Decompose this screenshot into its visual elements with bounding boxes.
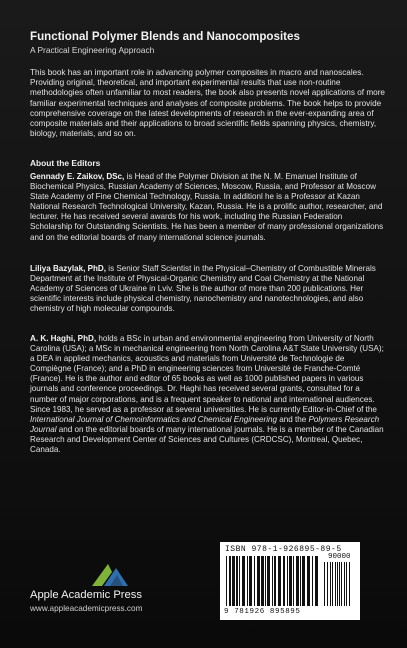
- apple-academic-press-logo-icon: [90, 558, 130, 588]
- barcode-bar: [236, 556, 238, 606]
- barcode-bar: [346, 562, 347, 606]
- book-description: This book has an important role in advancing polymer composites in macro and nanoscales. Providing original, theoretical, and important experimental results that use non-routine methodologies often unfamiliar to most readers, the book also presents novel applications of more familiar experimental techniques and analyses of composite problems. The book helps to provide comprehensive coverage on the latest developments of research in the ever-expanding area of composite materials and their applications to broad scientific fields spanning physics, chemistry, biology, materials, and so on.: [30, 68, 385, 139]
- barcode-bar: [327, 562, 328, 606]
- editor-name: Liliya Bazylak, PhD,: [30, 264, 107, 273]
- barcode-bar: [293, 556, 294, 606]
- editor-bio-bazylak: [30, 264, 386, 314]
- editor-name: Gennady E. Zaikov, DSc,: [30, 172, 125, 181]
- editor-bio-text: is Senior Staff Scientist in the Physical–Chemistry of Combustible Minerals Department at the Institute of Physical-Organic Chemistry and Coal Chemistry at the National Academy of Sciences of Ukraine in Lviv. She is the author of more than 200 publications. Her scientific interests include physical chemistry, nanochemistry and nanotechnologies, and also chemistry of high molecular compounds.: [30, 264, 376, 314]
- barcode-bar: [278, 556, 281, 606]
- barcode-bar: [335, 562, 336, 606]
- barcode-bar: [226, 556, 227, 606]
- barcode-bar: [300, 556, 301, 606]
- barcode-bar: [283, 556, 285, 606]
- barcode-bar: [337, 562, 338, 606]
- barcode-bar: [296, 556, 299, 606]
- isbn-barcode: [220, 542, 360, 620]
- book-subtitle: A Practical Engineering Approach: [30, 45, 155, 55]
- barcode-bar: [349, 562, 350, 606]
- publisher-url: www.appleacademicpress.com: [30, 604, 143, 613]
- price-addon-number: 90000: [328, 553, 351, 561]
- editor-bio-text: is Head of the Polymer Division at the N. M. Emanuel Institute of Biochemical Physics, Russian Academy of Sciences, Moscow, Russia, and Professor at Moscow State Academy of Fine Chemical Technology, Russia. In additionl he is a Professor at Kazan National Research Technological University, Kazan, Russia. He is a prolific author, researcher, and lecturer. He has received several awards for his work, including the Russian Federation Scholarship for Outstanding Scientists. He has been a member of many professional organizations and on the editorial boards of many international science journals.: [30, 172, 384, 242]
- barcode-bar: [312, 556, 313, 606]
- barcode-bar: [324, 562, 325, 606]
- barcode-bar: [332, 562, 333, 606]
- barcode-bar: [287, 556, 288, 606]
- isbn-label: ISBN 978-1-926895-89-5: [225, 545, 342, 554]
- barcode-bar: [330, 562, 331, 606]
- editor-bio-text: holds a BSc in urban and environmental engineering from University of North Carolina (USA); a MSc in mechanical engineering from North Carolina A&T State University (USA); a DEA in applied mechanics, acoustics and materials from Université de Technologie de Compiègne (France); and a PhD in engineering sciences from Université de Franche-Comté (France). He is the author and editor of 65 books as well as 1000 published papers in various journals and conference proceedings. Dr. Haghi has received several grants, consulted for a number of major corporations, and is a frequent speaker to national and international audiences. Since 1983, he served as a professor at several universities. He is currently Editor-in-Chief of the: [30, 334, 384, 414]
- barcode-digits: 9 781926 895895: [224, 608, 301, 616]
- journal-title: Polymers Research Journal: [30, 414, 380, 434]
- barcode-bar: [232, 556, 235, 606]
- barcode-bar: [257, 556, 260, 606]
- barcode-bar: [239, 556, 240, 606]
- editor-bio-zaikov: [30, 172, 386, 243]
- book-title: Functional Polymer Blends and Nanocomposites: [30, 30, 300, 43]
- barcode-bar: [247, 556, 248, 606]
- editor-bio-text: and on the editorial boards of many international journals. He is a member of the Canadian Research and Development Center of Sciences and Cultures (CRDCSC), Montreal, Quebec, Canada.: [30, 424, 384, 455]
- barcode-bar: [254, 556, 255, 606]
- barcode-bars: [226, 556, 320, 606]
- publisher-name: Apple Academic Press: [30, 589, 142, 601]
- barcode-bar: [302, 556, 305, 606]
- barcode-bar: [267, 556, 270, 606]
- barcode-bar: [265, 556, 266, 606]
- editor-bio-haghi: [30, 334, 386, 455]
- barcode-bar: [344, 562, 345, 606]
- barcode-bar: [339, 562, 340, 606]
- barcode-bar: [249, 556, 252, 606]
- barcode-bar: [307, 556, 310, 606]
- barcode-bar: [272, 556, 273, 606]
- barcode-bar: [341, 562, 342, 606]
- editor-bio-text: and the: [277, 414, 309, 424]
- barcode-bar: [315, 556, 318, 606]
- barcode-bar: [242, 556, 245, 606]
- barcode-bar: [261, 556, 264, 606]
- barcode-addon-bars: [324, 562, 352, 606]
- editor-name: A. K. Haghi, PhD,: [30, 334, 97, 343]
- journal-title: International Journal of Chemoinformatics and Chemical Engineering: [30, 414, 277, 424]
- barcode-bar: [289, 556, 292, 606]
- barcode-bar: [274, 556, 276, 606]
- barcode-bar: [229, 556, 231, 606]
- editors-heading: About the Editors: [30, 158, 101, 168]
